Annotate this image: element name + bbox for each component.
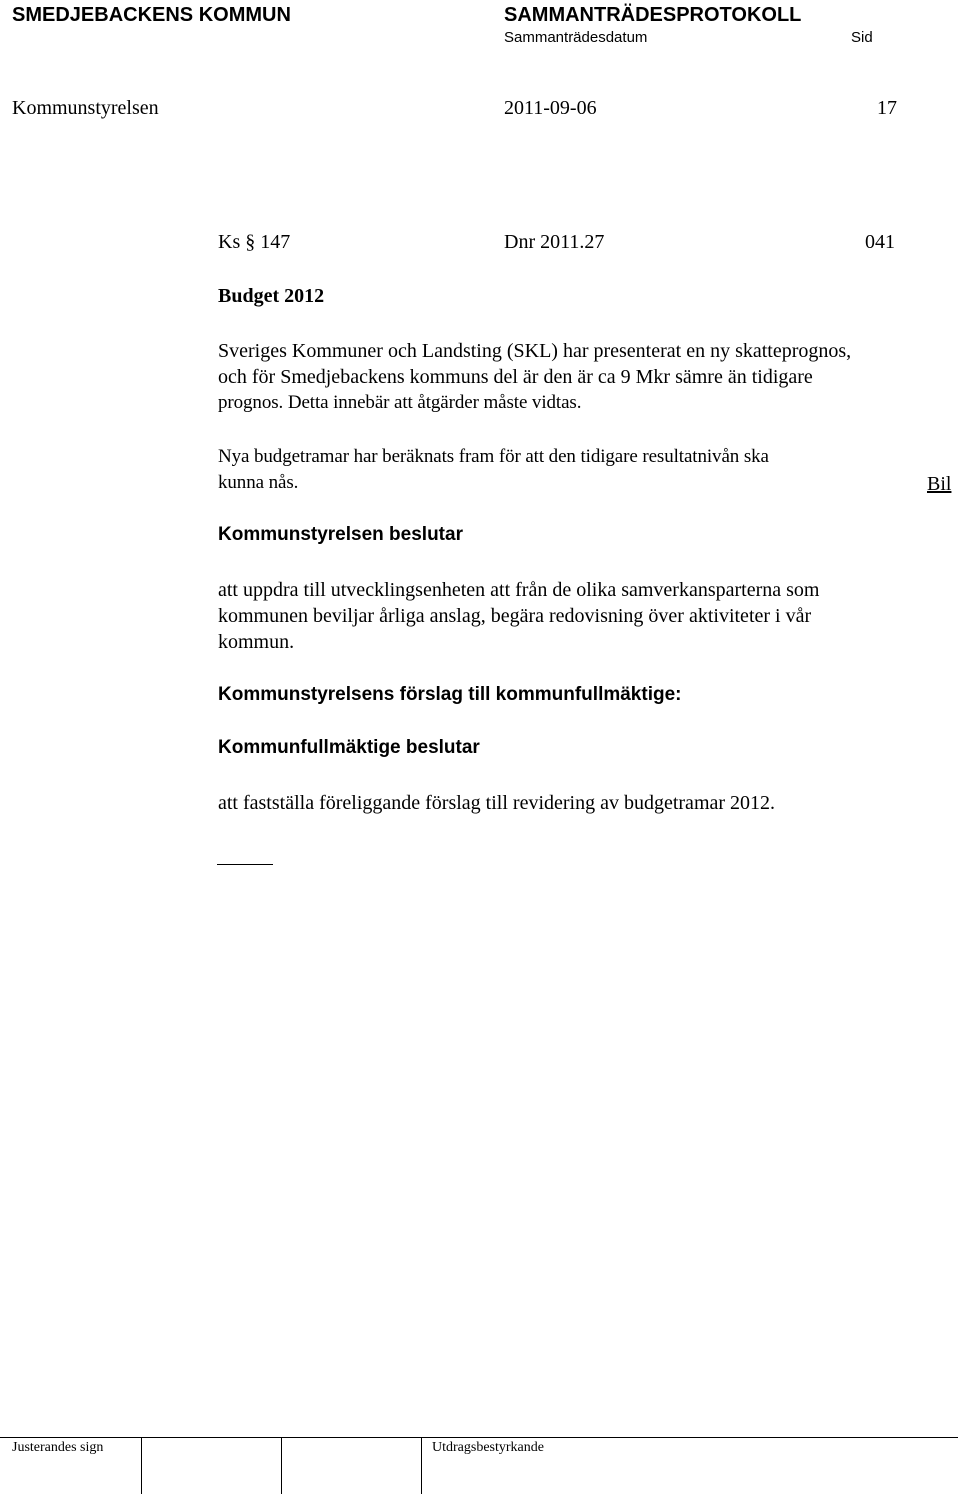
decision-line-1: att uppdra till utvecklingsenheten att från de olika samverkansparterna som: [218, 579, 820, 601]
ks-decision-heading: Kommunstyrelsen beslutar: [218, 524, 463, 545]
decision-line-3: kommun.: [218, 631, 295, 653]
ks-label: Ks: [218, 231, 241, 253]
paragraph-1-line-1: Sveriges Kommuner och Landsting (SKL) har presenterat en ny skatteprognos,: [218, 340, 852, 362]
footer-rule: [0, 1437, 958, 1438]
proposal-heading: Kommunstyrelsens förslag till kommunfullmäktige:: [218, 684, 682, 705]
footer-utdragsbestyrkande: Utdragsbestyrkande: [432, 1440, 544, 1455]
paragraph-2-line-1: Nya budgetramar har beräknats fram för att den tidigare resultatnivån ska: [218, 446, 769, 467]
kf-decision-heading: Kommunfullmäktige beslutar: [218, 737, 480, 758]
page-number: 17: [877, 97, 897, 119]
footer-justerandes-sign: Justerandes sign: [12, 1440, 104, 1455]
ks-number: 147: [260, 231, 291, 253]
kf-decision-text: att fastställa föreliggande förslag till revidering av budgetramar 2012.: [218, 792, 776, 814]
body-name: Kommunstyrelsen: [12, 97, 159, 119]
case-number: [218, 231, 290, 254]
archive-code: 041: [865, 231, 895, 253]
paragraph-1-line-2: och för Smedjebackens kommuns del är den är ca 9 Mkr sämre än tidigare: [218, 366, 813, 388]
meeting-date: 2011-09-06: [504, 97, 597, 119]
page-label: Sid: [851, 29, 873, 46]
paragraph-2-line-2: kunna nås.: [218, 472, 299, 493]
attachment-link[interactable]: Bil: [927, 473, 952, 495]
end-rule: [217, 864, 273, 865]
document-type: SAMMANTRÄDESPROTOKOLL: [504, 4, 802, 26]
footer-divider-2: [281, 1437, 282, 1494]
diary-number: Dnr 2011.27: [504, 231, 605, 253]
org-name: SMEDJEBACKENS KOMMUN: [12, 4, 291, 26]
section-symbol: §: [245, 231, 256, 253]
meeting-date-label: Sammanträdesdatum: [504, 29, 648, 46]
footer-divider-1: [141, 1437, 142, 1494]
paragraph-1-line-3: prognos. Detta innebär att åtgärder måste vidtas.: [218, 392, 582, 413]
footer-divider-3: [421, 1437, 422, 1494]
case-title: Budget 2012: [218, 285, 325, 307]
decision-line-2: kommunen beviljar årliga anslag, begära redovisning över aktiviteter i vår: [218, 605, 812, 627]
